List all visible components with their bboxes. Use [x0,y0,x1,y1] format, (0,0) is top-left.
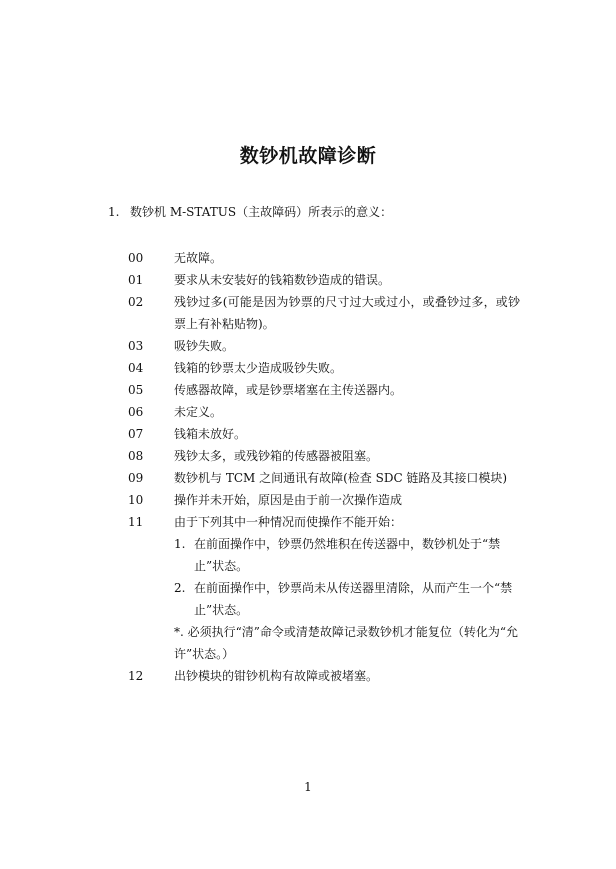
status-code-description: 未定义。 [174,405,223,419]
subitem [174,577,520,621]
subitem [174,533,520,577]
status-code-list [128,247,528,687]
status-code: 09 [128,471,144,485]
status-code-row [128,269,528,291]
status-code-description: 要求从未安装好的钱箱数钞造成的错误。 [174,273,391,287]
status-code-row [128,511,528,533]
status-code: 03 [128,339,144,353]
status-code-description: 钱箱未放好。 [174,427,247,441]
section-heading [108,203,528,221]
status-code: 00 [128,251,144,265]
subitem-text: 在前面操作中，钞票仍然堆积在传送器中，数钞机处于“禁止”状态。 [194,537,501,573]
status-code: 11 [128,515,144,529]
status-code: 01 [128,273,144,287]
status-code-description: 无故障。 [174,251,223,265]
status-code: 05 [128,383,144,397]
status-code: 08 [128,449,144,463]
status-code-description: 吸钞失败。 [174,339,235,353]
subitem-number: 2. [174,581,186,595]
status-code-description: 由于下列其中一种情况而使操作不能开始： [174,515,403,529]
status-code-description: 传感器故障，或是钞票堵塞在主传送器内。 [174,383,403,397]
status-code-description: 残钞太多，或残钞箱的传感器被阻塞。 [174,449,379,463]
code-11-subitems [174,533,520,665]
status-code-row [128,291,528,335]
status-code-row [128,247,528,269]
status-code: 12 [128,669,144,683]
status-code: 04 [128,361,144,375]
status-code-row [128,401,528,423]
status-code-row [128,357,528,379]
code-11-note: *. 必须执行“清”命令或清楚故障记录数钞机才能复位（转化为“允许”状态。） [174,625,519,661]
status-code-row [128,379,528,401]
status-code-description: 数钞机与 TCM 之间通讯有故障(检查 SDC 链路及其接口模块) [174,471,508,485]
section-heading-text: 数钞机 M-STATUS（主故障码）所表示的意义： [130,205,393,219]
status-code-row [128,467,528,489]
status-code-description: 钱箱的钞票太少造成吸钞失败。 [174,361,343,375]
status-code: 02 [128,295,144,309]
status-code-row [128,489,528,511]
status-code: 06 [128,405,144,419]
section-number: 1. [108,205,120,219]
status-code-description: 操作并未开始，原因是由于前一次操作造成 [174,493,403,507]
subitem-text: 在前面操作中，钞票尚未从传送器里清除，从而产生一个“禁止”状态。 [194,581,513,617]
status-code: 10 [128,493,144,507]
status-code-row [128,423,528,445]
status-code: 07 [128,427,144,441]
subitem-number: 1. [174,537,186,551]
page-number: 1 [304,780,312,794]
status-code-row [128,335,528,357]
status-code-description: 出钞模块的钳钞机构有故障或被堵塞。 [174,669,379,683]
status-code-row [128,445,528,467]
document-title: 数钞机故障诊断 [239,145,377,167]
status-code-description: 残钞过多(可能是因为钞票的尺寸过大或过小，或叠钞过多，或钞票上有补粘贴物)。 [174,295,520,331]
status-code-row [128,665,528,687]
